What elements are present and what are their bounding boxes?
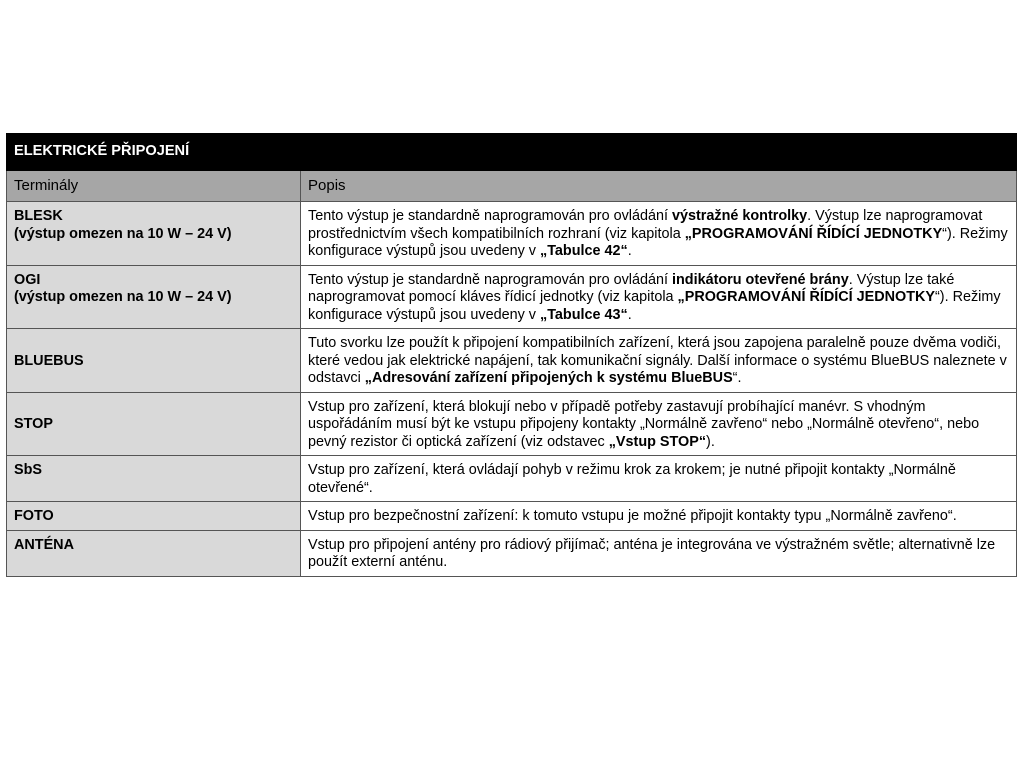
description-emphasis: „Tabulce 43“ (540, 306, 628, 323)
description-emphasis: výstražné kontrolky (672, 208, 808, 224)
terminal-cell (7, 530, 301, 576)
description-text: Tento výstup je standardně naprogramován pro ovládání (308, 208, 672, 224)
terminal-cell (7, 392, 301, 456)
description-emphasis: indikátoru otevřené brány (672, 271, 849, 288)
table-row-antena (7, 530, 1017, 576)
description-emphasis: „Vstup STOP“ (608, 433, 707, 450)
description-emphasis: „PROGRAMOVÁNÍ ŘÍDÍCÍ JEDNOTKY (684, 225, 943, 242)
description-emphasis: „Tabulce 42“ (540, 243, 628, 259)
terminal-name: FOTO (14, 508, 54, 524)
terminal-limit-note: (výstup omezen na 10 W – 24 V) (14, 225, 232, 242)
table-row-ogi (7, 265, 1017, 329)
terminal-cell (7, 502, 301, 531)
terminal-name: ANTÉNA (14, 536, 74, 553)
column-header-description: Popis (301, 171, 1017, 202)
table-title-row (7, 134, 1017, 171)
terminal-limit-note: (výstup omezen na 10 W – 24 V) (14, 289, 232, 305)
description-emphasis: „PROGRAMOVÁNÍ ŘÍDÍCÍ JEDNOTKY (677, 289, 935, 305)
description-text: Vstup pro připojení antény pro rádiový přijímač; anténa je integrována ve výstražném světle; alternativně lze použít externí anténu. (308, 536, 996, 570)
column-header-terminals: Terminály (7, 171, 301, 202)
description-text: Vstup pro bezpečnostní zařízení: k tomuto vstupu je možné připojit kontakty typu „Normálně zavřeno“. (308, 508, 957, 524)
terminal-name: OGI (14, 271, 41, 288)
description-text: Tuto svorku lze použít k připojení kompatibilních zařízení, která jsou zapojena paralelně pouze dvěma vodiči, které vedou jak elektrické napájení, tak komunikační signály. Další informace o systému BlueBUS naleznete v odstavci (308, 335, 1007, 386)
terminal-cell (7, 202, 301, 266)
description-text: Vstup pro zařízení, která blokují nebo v případě potřeby zastavují probíhající manévr. S vhodným uspořádáním musí být ke vstupu připojeny kontakty „Normálně zavřeno“ nebo „Normálně otevřeno“, nebo pevný rezistor či optická zařízení (viz odstavec (308, 398, 980, 450)
table-body (7, 202, 1017, 577)
description-text: . Výstup lze také naprogramovat pomocí kláves řídicí jednotky (viz kapitola (308, 271, 955, 305)
table-row-stop (7, 392, 1017, 456)
table-row-bluebus (7, 329, 1017, 393)
table-header-row (7, 171, 1017, 202)
terminal-cell (7, 456, 301, 502)
description-text: “). Režimy konfigurace výstupů jsou uvedeny v (308, 225, 1008, 259)
description-cell (301, 530, 1017, 576)
description-cell (301, 329, 1017, 393)
terminal-name: BLESK (14, 208, 63, 224)
table-title: ELEKTRICKÉ PŘIPOJENÍ (7, 134, 1017, 171)
description-text: . Výstup lze naprogramovat prostřednictvím všech kompatibilních rozhraní (viz kapitola (308, 208, 983, 242)
description-cell (301, 502, 1017, 531)
table-row-foto (7, 502, 1017, 531)
terminal-name: SbS (14, 462, 42, 478)
description-cell (301, 392, 1017, 456)
description-text: . (627, 306, 632, 323)
description-text: . (627, 243, 632, 259)
description-cell (301, 456, 1017, 502)
terminal-name: BLUEBUS (14, 352, 84, 369)
table-row-blesk (7, 202, 1017, 266)
description-text: “. (732, 370, 742, 386)
description-cell (301, 202, 1017, 266)
electrical-connections-table (6, 133, 1017, 577)
table-row-sbs (7, 456, 1017, 502)
terminal-cell (7, 265, 301, 329)
description-text: “). Režimy konfigurace výstupů jsou uvedeny v (308, 289, 1001, 323)
terminal-cell (7, 329, 301, 393)
terminal-name: STOP (14, 416, 53, 432)
description-text: Vstup pro zařízení, která ovládají pohyb v režimu krok za krokem; je nutné připojit kontakty „Normálně otevřené“. (308, 462, 956, 496)
description-emphasis: „Adresování zařízení připojených k systému BlueBUS (364, 370, 733, 386)
description-text: ). (706, 433, 715, 450)
description-cell (301, 265, 1017, 329)
description-text: Tento výstup je standardně naprogramován pro ovládání (308, 271, 672, 288)
